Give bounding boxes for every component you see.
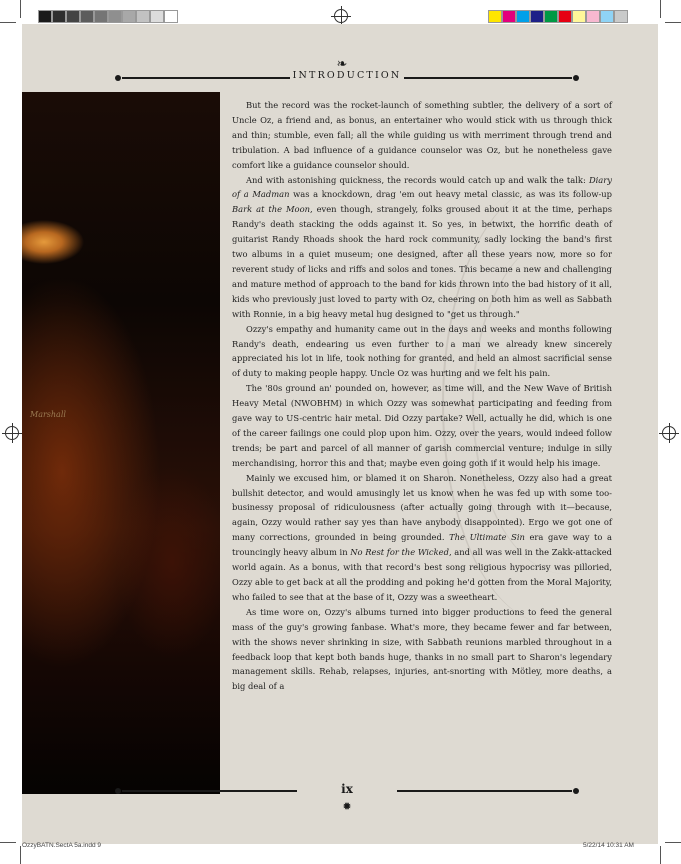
italic-title: No Rest for the Wicked: [350, 547, 449, 558]
registration-mark-top: [334, 9, 348, 23]
sun-icon: ✹: [342, 800, 352, 813]
gray-swatch: [52, 10, 66, 23]
concert-photo: [22, 92, 220, 794]
gray-swatch: [136, 10, 150, 23]
crop-mark: [660, 0, 661, 18]
crop-mark: [0, 842, 16, 843]
body-paragraph: [232, 605, 612, 694]
rule-dot-left: [115, 75, 121, 81]
date-slug: 5/22/14 10:31 AM: [583, 842, 634, 849]
book-page: [22, 24, 658, 844]
gray-swatch: [66, 10, 80, 23]
text-run: But the record was the rocket-launch of something subtler, the delivery of a sort of Uncle Oz, a friend and, as bonus, an entertainer who would stick with us through thick and thin; stumble, even fall; all the while guiding us with merriment through trend and tribulation. A bad influence of a guidance counselor was Oz, but he nonetheless gave comfort like a guidance counselor should.: [232, 100, 612, 170]
gray-swatch: [80, 10, 94, 23]
text-run: Ozzy's empathy and humanity came out in the days and weeks and months following Randy's death, endearing us even further to a man we already knew sincerely appreciated his lot in life, took nothing for granted, and held an almost sacrificial sense of duty to making people happy. Uncle Oz was hurting and we felt his pain.: [232, 323, 612, 379]
italic-title: The Ultimate Sin: [449, 532, 525, 543]
rule-dot-left: [115, 788, 121, 794]
rule-dot-right: [573, 75, 579, 81]
color-swatch: [516, 10, 530, 23]
rule-dot-right: [573, 788, 579, 794]
gray-swatch: [38, 10, 52, 23]
italic-title: Bark at the Moon: [232, 204, 310, 215]
text-run: , and all was well in the Zakk-attacked world again. As a bonus, with that record's best song religious hypocrisy was pilloried, Ozzy able to get back at all the prodding and poking he'd gotten from the Moral Majority, who failed to see that at the base of it, Ozzy was a sweetheart.: [232, 547, 612, 602]
color-swatch: [502, 10, 516, 23]
color-swatch: [558, 10, 572, 23]
color-swatch: [544, 10, 558, 23]
crop-mark: [665, 842, 681, 843]
body-paragraph: [232, 98, 612, 173]
color-swatch: [572, 10, 586, 23]
crop-mark: [660, 846, 661, 864]
body-paragraph: [232, 471, 612, 605]
crop-mark: [20, 846, 21, 864]
body-paragraph: [232, 173, 612, 322]
crop-mark: [665, 22, 681, 23]
gray-swatch: [164, 10, 178, 23]
color-swatch: [586, 10, 600, 23]
color-swatch: [488, 10, 502, 23]
color-swatch: [530, 10, 544, 23]
gray-swatch: [150, 10, 164, 23]
italic-title: Diary of a Madman: [232, 174, 612, 200]
body-paragraph: [232, 322, 612, 382]
crop-mark: [20, 0, 21, 18]
header-rule-left: [122, 77, 290, 79]
text-run: As time wore on, Ozzy's albums turned into bigger productions to feed the general mass of the guy's growing fanbase. What's more, they became fewer and far between, with the shows never shrinking in size, with Sabbath reunions marbled throughout in a feedback loop that kept both bands huge, thanks in no small part to Sharon's legendary management skills. Rehab, relapses, injuries, ant-snorting with Mötley, more deaths, a big deal of a: [232, 606, 612, 692]
process-color-bar: [488, 10, 628, 23]
body-text: [232, 98, 612, 694]
gray-swatch: [122, 10, 136, 23]
page-footer: [112, 780, 582, 820]
footer-rule-right: [397, 790, 572, 792]
crop-mark: [0, 22, 16, 23]
text-run: was a knockdown, drag 'em out heavy metal classic, as was its follow-up: [289, 189, 612, 200]
text-run: era gave way to a trouncingly heavy album in: [232, 532, 612, 558]
registration-mark-right: [662, 426, 676, 440]
file-slug: OzzyBATN.SectA 5a.indd 9: [22, 842, 101, 849]
body-paragraph: [232, 381, 612, 470]
chapter-header: [112, 58, 582, 86]
text-run: Mainly we excused him, or blamed it on Sharon. Nonetheless, Ozzy also had a great bullshit detector, and would amusingly let us know when he was fed up with some too-businessy proposal of ridiculousness (after actually going through with it—because, again, Ozzy would rather say yes than have anybody disappointed). Ergo we got one of many corrections, grounded in being grounded.: [232, 472, 612, 543]
text-run: The '80s ground an' pounded on, however, as time will, and the New Wave of British Heavy Metal (NWOBHM) in which Ozzy was somewhat participating and feeding from gave way to US-centric hair metal. Did Ozzy partake? Well, actually he did, which is one of the career failings one could plop upon him. Ozzy, over the years, would indeed follow trends; be part and parcel of all manner of garish commercial venture; indulge in silly merchandising, horror this and that; maybe even going goth if it would help his image.: [232, 383, 612, 468]
text-run: And with astonishing quickness, the records would catch up and walk the talk:: [246, 174, 589, 185]
header-rule-right: [404, 77, 572, 79]
amp-logo: Marshall: [30, 410, 66, 419]
chapter-title: INTRODUCTION: [292, 70, 402, 81]
ornament-icon: ❧: [336, 57, 348, 72]
registration-mark-left: [5, 426, 19, 440]
gray-swatch: [108, 10, 122, 23]
color-swatch: [600, 10, 614, 23]
gray-swatch: [94, 10, 108, 23]
footer-rule-left: [122, 790, 297, 792]
text-run: , even though, strangely, folks groused about it at the time, perhaps Randy's death stacking the odds against it. So yes, in betwixt, the horrific death of guitarist Randy Rhoads shook the hard rock community, sadly locking the band's first two albums in a quiet museum; one designed, after all these years now, more so for reverent study of licks and riffs and solos and tones. This became a new and challenging and mature method of approach to the band for kids thrown into the bad history of it all, kids who previously just loved to party with Oz, cheering on both him as well as Sabbath with Ronnie, in a big heavy metal hug designed to "get us through.": [232, 204, 612, 319]
page-number: ix: [341, 782, 353, 796]
grayscale-color-bar: [38, 10, 178, 23]
color-swatch: [614, 10, 628, 23]
